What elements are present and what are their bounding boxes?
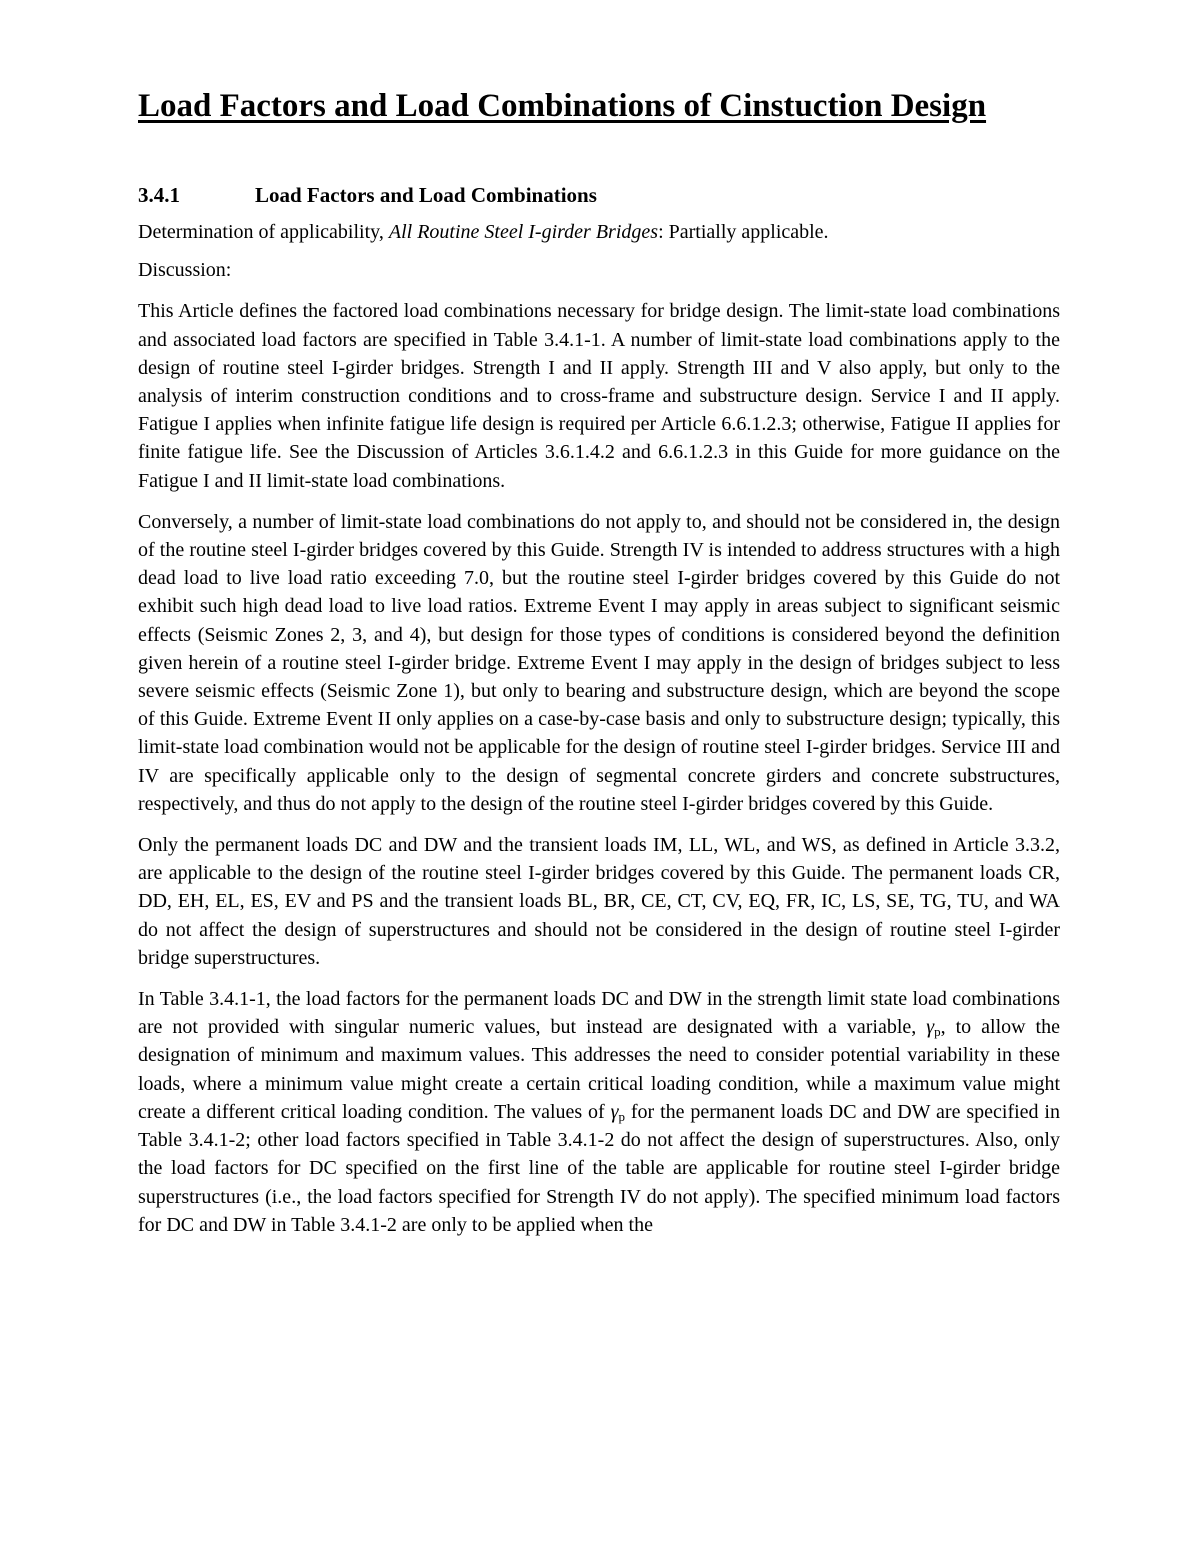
discussion-label: Discussion:	[138, 259, 232, 282]
gamma-symbol-repeat: γ	[610, 1100, 619, 1123]
applicability-statement	[138, 218, 1060, 246]
gamma-symbol: γ	[926, 1016, 935, 1039]
paragraph-load-factors	[138, 985, 1060, 1239]
applicability-suffix: : Partially applicable.	[658, 221, 829, 243]
gamma-subscript-repeat: p	[618, 1108, 625, 1124]
document-title: Load Factors and Load Combinations of Cinstuction Design	[138, 88, 987, 124]
paragraph-not-applicable: Conversely, a number of limit-state load combinations do not apply to, and should not be considered in, the design of the routine steel I-girder bridges covered by this Guide. Strength IV is intended to address structures with a high dead load to live load ratio exceeding 7.0, but the routine steel I-girder bridges covered by this Guide do not exhibit such high dead load to live load ratios. Extreme Event I may apply in areas subject to significant seismic effects (Seismic Zones 2, 3, and 4), but design for those types of conditions is considered beyond the definition given herein of a routine steel I-girder bridge. Extreme Event I may apply in the design of bridges subject to less severe seismic effects (Seismic Zone 1), but only to bearing and substructure design, which are beyond the scope of this Guide. Extreme Event II only applies on a case-by-case basis and only to substructure design; typically, this limit-state load combination would not be applicable for the design of routine steel I-girder bridges. Service III and IV are specifically applicable only to the design of segmental concrete girders and concrete substructures, respectively, and thus do not apply to the design of the routine steel I-girder bridges covered by this Guide.	[138, 510, 1060, 815]
section-heading	[138, 180, 1060, 210]
paragraph-limit-states: This Article defines the factored load combinations necessary for bridge design. The limit-state load combinations and associated load factors are specified in Table 3.4.1-1. A number of limit-state load combinations apply to the design of routine steel I-girder bridges. Strength I and II apply. Strength III and V also apply, but only to the analysis of interim construction conditions and to cross-frame and substructure design. Service I and II apply. Fatigue I applies when infinite fatigue life design is required per Article 6.6.1.2.3; otherwise, Fatigue II applies for finite fatigue life. See the Discussion of Articles 3.6.1.4.2 and 6.6.1.2.3 in this Guide for more guidance on the Fatigue I and II limit-state load combinations.	[138, 300, 1060, 492]
section-title: Load Factors and Load Combinations	[255, 183, 597, 207]
applicability-prefix: Determination of applicability,	[138, 221, 389, 243]
paragraph-load-factors-part-2: , to allow the designation of minimum and maximum values. This addresses the need to consider potential variability in these loads, where a minimum value might create a certain critical loading condition, while a maximum value might create a different critical loading condition. The values of	[138, 1016, 1060, 1123]
applicability-scope: All Routine Steel I-girder Bridges	[388, 221, 659, 243]
paragraph-load-factors-part-1: In Table 3.4.1-1, the load factors for the permanent loads DC and DW in the strength limit state load combinations are not provided with singular numeric values, but instead are designated with a variable,	[138, 988, 1060, 1039]
gamma-subscript: p	[934, 1024, 941, 1040]
document-page	[138, 84, 1060, 1239]
section-number: 3.4.1	[138, 183, 180, 207]
paragraph-load-factors-part-3: for the permanent loads DC and DW are specified in Table 3.4.1-2; other load factors specified in Table 3.4.1-2 do not affect the design of superstructures. Also, only the load factors for DC specified on the first line of the table are applicable for routine steel I-girder bridge superstructures (i.e., the load factors specified for Strength IV do not apply). The specified minimum load factors for DC and DW in Table 3.4.1-2 are only to be applied when the	[138, 1100, 1060, 1236]
paragraph-permanent-loads: Only the permanent loads DC and DW and the transient loads IM, LL, WL, and WS, as defined in Article 3.3.2, are applicable to the design of the routine steel I-girder bridges covered by this Guide. The permanent loads CR, DD, EH, EL, ES, EV and PS and the transient loads BL, BR, CE, CT, CV, EQ, FR, IC, LS, SE, TG, TU, and WA do not affect the design of superstructures and should not be considered in the design of routine steel I-girder bridge superstructures.	[138, 834, 1060, 969]
